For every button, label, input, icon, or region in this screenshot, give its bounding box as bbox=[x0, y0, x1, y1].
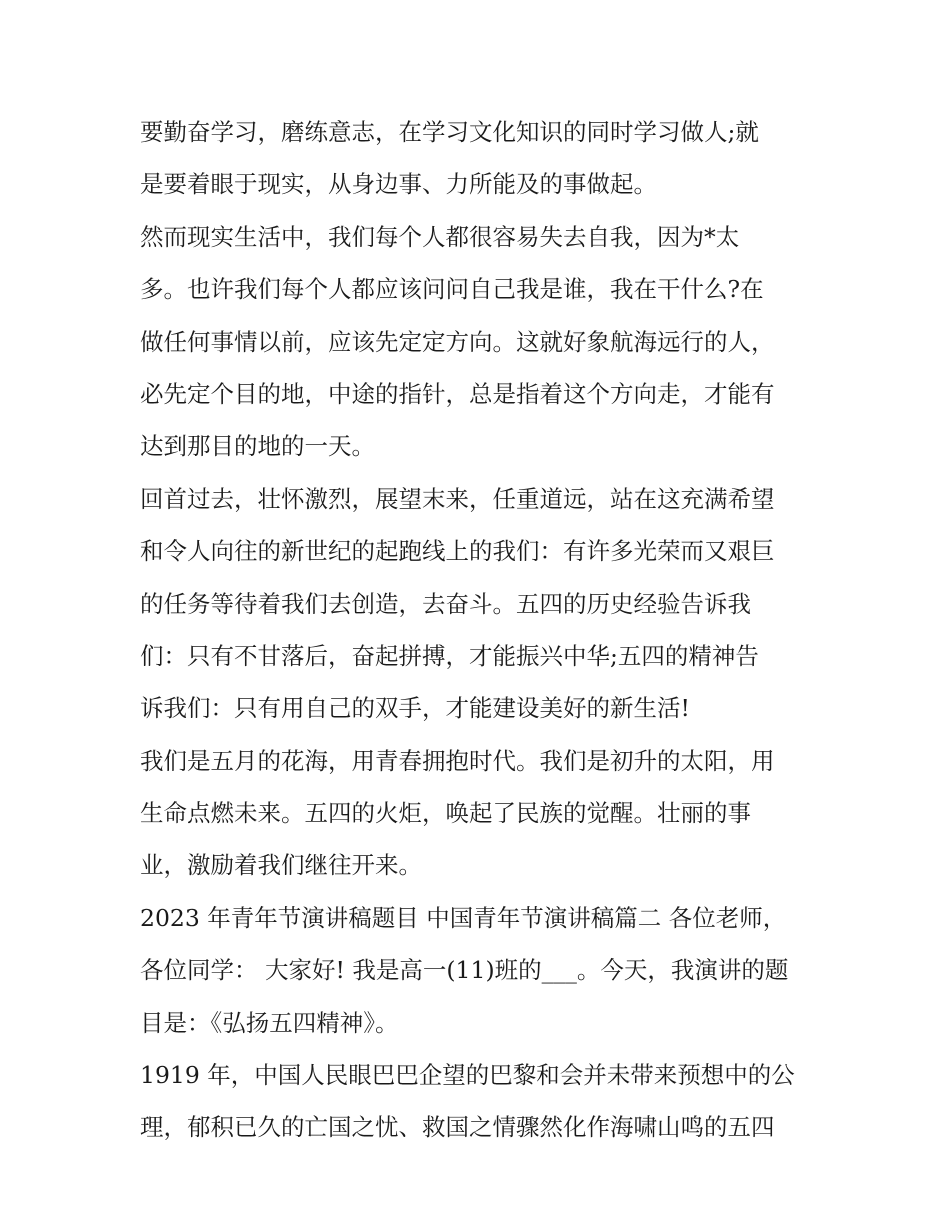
text-line: 2023 年青年节演讲稿题目 中国青年节演讲稿篇二 各位老师， bbox=[140, 903, 787, 932]
text-line: 和令人向往的新世纪的起跑线上的我们：有许多光荣而又艰巨 bbox=[140, 537, 775, 566]
text-line: 做任何事情以前，应该先定定方向。这就好象航海远行的人， bbox=[140, 327, 775, 356]
text-line: 必先定个目的地，中途的指针，总是指着这个方向走，才能有 bbox=[140, 379, 775, 408]
text-line: 们：只有不甘落后，奋起拼搏，才能振兴中华;五四的精神告 bbox=[140, 641, 759, 670]
text-line: 要勤奋学习，磨练意志，在学习文化知识的同时学习做人;就 bbox=[140, 118, 759, 146]
text-line: 各位同学： 大家好! 我是高一(11)班的___。今天，我演讲的题 bbox=[140, 956, 789, 985]
text-line: 然而现实生活中，我们每个人都很容易失去自我，因为*太 bbox=[140, 222, 740, 251]
text-line: 我们是五月的花海，用青春拥抱时代。我们是初升的太阳，用 bbox=[140, 746, 775, 775]
text-line: 的任务等待着我们去创造，去奋斗。五四的历史经验告诉我 bbox=[140, 589, 751, 618]
text-line: 回首过去，壮怀激烈，展望末来，任重道远，站在这充满希望 bbox=[140, 484, 775, 513]
text-line: 理，郁积已久的亡国之忧、救国之情骤然化作海啸山鸣的五四 bbox=[140, 1113, 775, 1142]
text-line: 业，激励着我们继往开来。 bbox=[140, 851, 422, 880]
text-line: 目是：《弘扬五四精神》。 bbox=[140, 1008, 399, 1037]
text-line: 是要着眼于现实，从身边事、力所能及的事做起。 bbox=[140, 170, 657, 199]
text-line: 生命点燃未来。五四的火炬，唤起了民族的觉醒。壮丽的事 bbox=[140, 799, 751, 828]
text-line: 达到那目的地的一天。 bbox=[140, 432, 375, 461]
text-line: 1919 年，中国人民眼巴巴企望的巴黎和会并未带来预想中的公 bbox=[140, 1061, 795, 1090]
text-line: 诉我们：只有用自己的双手，才能建设美好的新生活! bbox=[140, 694, 690, 723]
document-body bbox=[140, 106, 820, 1154]
text-line: 多。也许我们每个人都应该问问自己我是谁，我在干什么?在 bbox=[140, 275, 764, 304]
